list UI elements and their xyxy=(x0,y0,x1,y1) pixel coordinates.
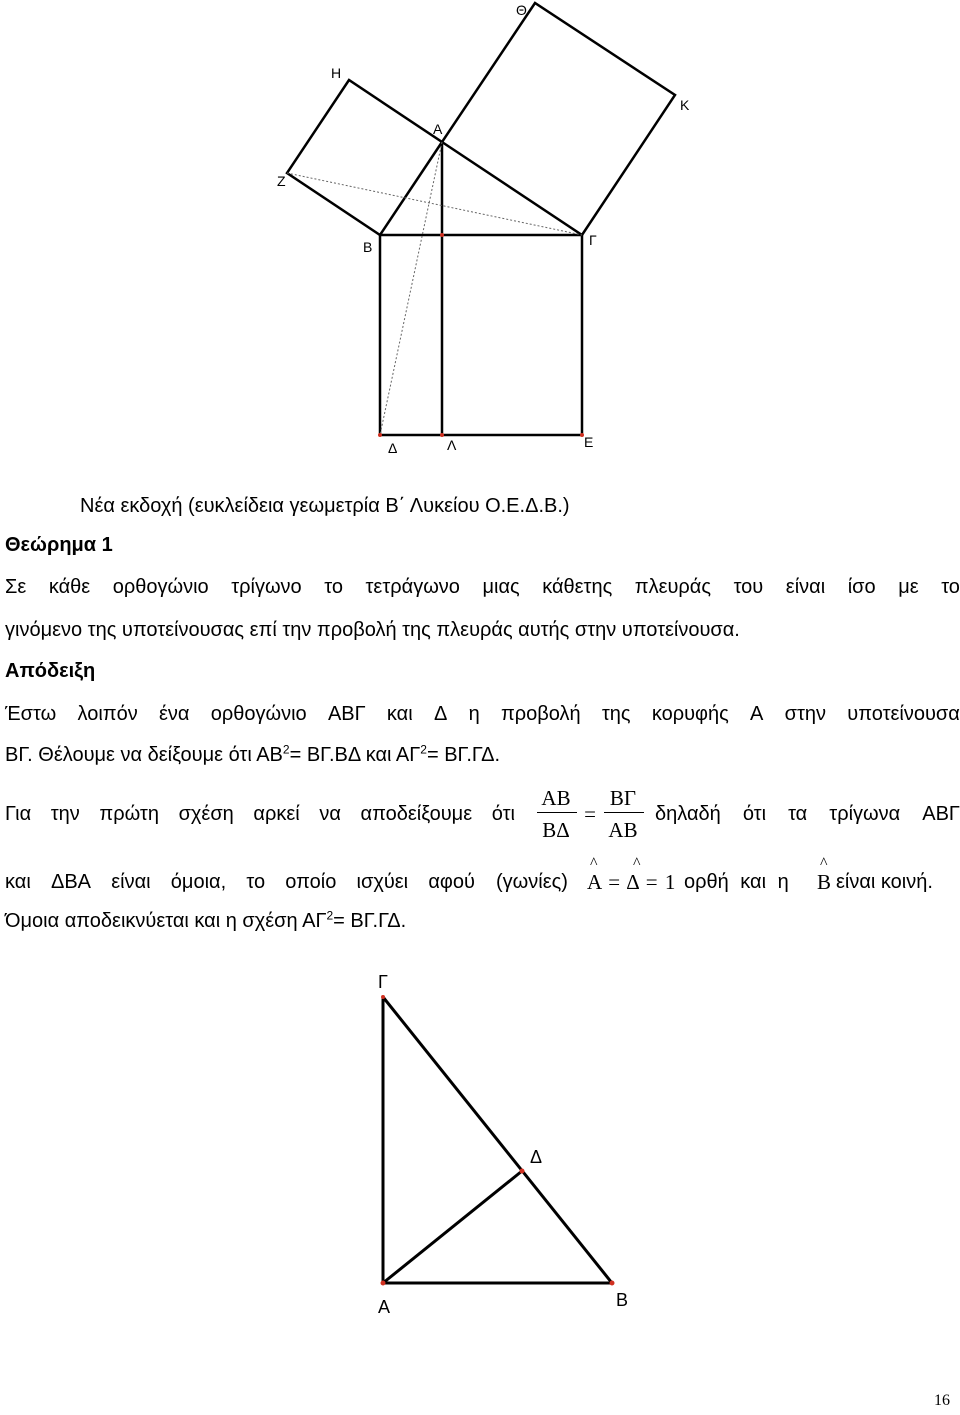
label-beta: Β xyxy=(363,239,373,255)
theorem-title: Θεώρημα 1 xyxy=(5,534,113,556)
proof-line-1: Έστω λοιπόν ένα ορθογώνιο ΑΒΓ και Δ η προβολή της κορυφής Α στην υποτείνουσα xyxy=(5,703,960,725)
proof-line-4-left: και ΔΒΑ είναι όμοια, το οποίο ισχύει αφού xyxy=(5,871,475,893)
hat-b: ^ xyxy=(820,855,828,872)
proof-line-2: ΒΓ. Θέλουμε να δείξουμε ότι $AB^2= B\Gamma.B\Delta$ και $A\Gamma^2= B\Gamma.\Gamma\Delta$. xyxy=(5,742,501,766)
theorem-line-1: Σε κάθε ορθογώνιο τρίγωνο το τετράγωνο μιας κάθετης πλευράς του είναι ίσο με το xyxy=(5,576,960,598)
square-agkth xyxy=(442,3,675,235)
label-eta: Η xyxy=(331,65,342,81)
label-kappa: Κ xyxy=(680,97,690,113)
label-theta: Θ xyxy=(516,2,527,18)
proof-line-3-left: Για την πρώτη σχέση αρκεί να αποδείξουμε ότι xyxy=(5,803,515,825)
angle-b: Β xyxy=(817,870,832,894)
label-zeta: Ζ xyxy=(277,173,286,189)
proof-line-3-right: δηλαδή ότι τα τρίγωνα ΑΒΓ xyxy=(655,803,960,825)
fraction-2-numerator: ΒΓ xyxy=(609,786,637,810)
proof-line-5: Όμοια αποδεικνύεται και η σχέση $A\Gamma^2= B\Gamma.\Gamma\Delta$. xyxy=(5,908,407,932)
page-number: 16 xyxy=(934,1392,950,1409)
equals-sign: = xyxy=(584,802,596,826)
proof-line-4-ortho: ορθή και η xyxy=(684,871,789,893)
angles-equation: Α = Δ = 1 xyxy=(587,870,676,894)
label-beta-2: Β xyxy=(616,1290,629,1310)
side-gb xyxy=(383,997,612,1283)
hat-d: ^ xyxy=(633,855,641,872)
label-delta: Δ xyxy=(388,440,398,456)
header-line: Νέα εκδοχή (ευκλείδεια γεωμετρία Β΄ Λυκείου Ο.Ε.Δ.Β.) xyxy=(80,495,570,517)
theorem-line-2: γινόμενο της υποτείνουσας επί την προβολή της πλευράς αυτής στην υποτείνουσα. xyxy=(5,619,740,641)
angles-label: (γωνίες) xyxy=(496,871,568,893)
label-delta-2: Δ xyxy=(530,1147,543,1167)
dotted-a-d xyxy=(380,142,442,435)
square-bgde xyxy=(380,235,582,435)
fraction-1-numerator: ΑΒ xyxy=(541,786,571,810)
figure-pythagoras-squares xyxy=(0,0,960,470)
fraction-2-bar xyxy=(604,812,644,813)
label-alpha-2: Α xyxy=(378,1297,391,1317)
label-gamma-2: Γ xyxy=(378,972,388,992)
label-epsilon: Ε xyxy=(584,434,594,450)
label-alpha: Α xyxy=(433,121,443,137)
fraction-1-denominator: ΒΔ xyxy=(542,818,570,842)
altitude-ad xyxy=(383,1171,522,1283)
square-abzh xyxy=(287,80,442,235)
label-lambda: Λ xyxy=(447,437,457,453)
proof-line-4-right: είναι κοινή. xyxy=(836,871,933,893)
fraction-2-denominator: ΑΒ xyxy=(608,818,638,842)
label-gamma: Γ xyxy=(589,232,597,248)
hat-a: ^ xyxy=(590,855,598,872)
proof-title: Απόδειξη xyxy=(5,660,96,682)
